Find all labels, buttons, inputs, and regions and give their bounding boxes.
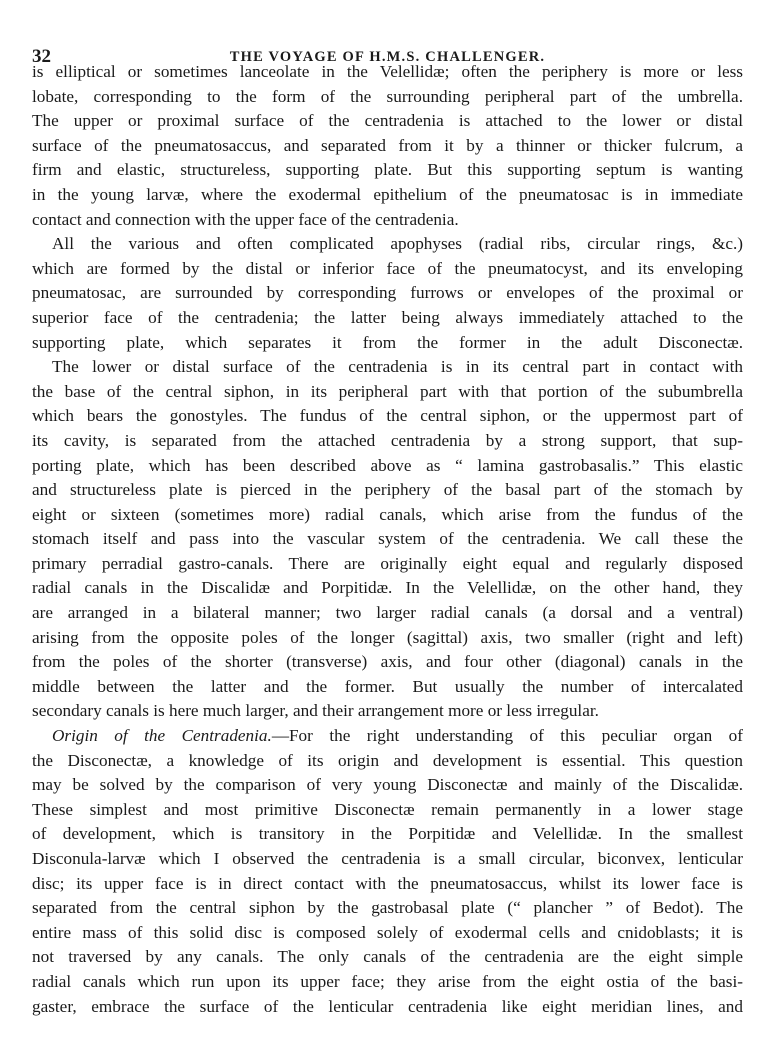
line-text: lobate, corresponding to the form of the surrounding peripheral part of the umbrella.: [32, 86, 743, 106]
line-text: the base of the central siphon, in its peripheral part with that portion of the subumbrella: [32, 381, 743, 401]
text-line: [32, 552, 743, 577]
line-text: is elliptical or sometimes lanceolate in the Velellidæ; often the periphery is more or less: [32, 62, 743, 81]
line-text: which bears the gonostyles. The fundus of the central siphon, or the uppermost part of: [32, 406, 743, 426]
text-line: [32, 872, 743, 897]
text-line: [32, 454, 743, 479]
text-line: [32, 527, 743, 552]
text-line: [32, 183, 743, 208]
text-line: [32, 896, 743, 921]
text-line: [32, 773, 743, 798]
text-line: [32, 331, 743, 356]
line-text: eight or sixteen (sometimes more) radial canals, which arise from the fundus of the: [32, 504, 743, 524]
text-line: [32, 699, 743, 724]
text-line: [32, 921, 743, 946]
line-text: separated from the central siphon by the gastrobasal plate (“ plancher ” of Bedot). The: [32, 898, 743, 918]
line-text: which are formed by the distal or inferior face of the pneumatocyst, and its enveloping: [32, 258, 743, 278]
text-line: [32, 478, 743, 503]
line-text: radial canals which run upon its upper face; they arise from the eight ostia of the basi-: [32, 971, 743, 991]
text-line: [32, 85, 743, 110]
text-line: [32, 822, 743, 847]
text-line: [32, 380, 743, 405]
text-line: [32, 355, 743, 380]
text-line: [32, 650, 743, 675]
text-line: [32, 281, 743, 306]
text-line: [32, 970, 743, 995]
line-text: contact and connection with the upper face of the centradenia.: [32, 209, 459, 229]
page-body: [32, 60, 743, 1019]
page-number: 32: [32, 46, 51, 67]
line-text: not traversed by any canals. The only canals of the centradenia are the eight simple: [32, 947, 743, 967]
text-line: [32, 798, 743, 823]
line-text: These simplest and most primitive Disconectæ remain permanently in a lower stage: [32, 799, 743, 819]
paragraph: [32, 355, 743, 724]
line-text: secondary canals is here much larger, and their arrangement more or less irregular.: [32, 701, 599, 721]
line-text: its cavity, is separated from the attached centradenia by a strong support, that sup-: [32, 430, 743, 450]
run-in-heading: Origin of the Centradenia.: [52, 726, 272, 746]
line-text: primary perradial gastro-canals. There are originally eight equal and regularly disposed: [32, 553, 743, 573]
text-line: [32, 306, 743, 331]
text-line: [32, 847, 743, 872]
text-line: [32, 749, 743, 774]
text-line: [32, 109, 743, 134]
line-text: supporting plate, which separates it from the former in the adult Disconectæ.: [32, 332, 743, 352]
paragraph: [32, 60, 743, 232]
line-text: arising from the opposite poles of the longer (sagittal) axis, two smaller (right and left): [32, 627, 743, 647]
text-line: [32, 208, 743, 233]
line-text: —For the right understanding of this peculiar organ of: [271, 726, 743, 746]
line-text: superior face of the centradenia; the latter being always immediately attached to the: [32, 307, 743, 327]
line-text: The lower or distal surface of the centradenia is in its central part in contact with: [52, 357, 743, 377]
text-line: [32, 601, 743, 626]
line-text: in the young larvæ, where the exodermal epithelium of the pneumatosac is in immediate: [32, 184, 743, 204]
text-line: [32, 995, 743, 1020]
line-text: the Disconectæ, a knowledge of its origin and development is essential. This question: [32, 750, 743, 770]
line-text: stomach itself and pass into the vascular system of the centradenia. We call these the: [32, 529, 743, 549]
line-text: pneumatosac, are surrounded by corresponding furrows or envelopes of the proximal or: [32, 283, 743, 303]
line-text: disc; its upper face is in direct contact with the pneumatosaccus, whilst its lower face is: [32, 873, 743, 893]
line-text: are arranged in a bilateral manner; two larger radial canals (a dorsal and a ventral): [32, 603, 743, 623]
line-text: may be solved by the comparison of very young Disconectæ and mainly of the Discalidæ.: [32, 775, 743, 795]
text-line: [32, 503, 743, 528]
line-text: surface of the pneumatosaccus, and separated from it by a thinner or thicker fulcrum, a: [32, 135, 743, 155]
text-line: [32, 945, 743, 970]
paragraph: [32, 232, 743, 355]
line-text: gaster, embrace the surface of the lenticular centradenia like eight meridian lines, and: [32, 996, 743, 1016]
line-text: of development, which is transitory in the Porpitidæ and Velellidæ. In the smallest: [32, 824, 743, 844]
text-line: [32, 134, 743, 159]
line-text: and structureless plate is pierced in the periphery of the basal part of the stomach by: [32, 480, 743, 500]
line-text: Disconula-larvæ which I observed the centradenia is a small circular, biconvex, lenticular: [32, 849, 743, 868]
text-line: [32, 429, 743, 454]
text-line: [32, 60, 743, 85]
paragraph: [32, 724, 743, 1019]
running-title: THE VOYAGE OF H.M.S. CHALLENGER.: [229, 49, 546, 65]
line-text: entire mass of this solid disc is composed solely of exodermal cells and cnidoblasts; it is: [32, 922, 743, 942]
text-line: [32, 626, 743, 651]
text-line: [32, 257, 743, 282]
text-line: [32, 724, 743, 749]
text-line: [32, 404, 743, 429]
text-line: [32, 675, 743, 700]
text-line: [32, 232, 743, 257]
line-text: middle between the latter and the former. But usually the number of intercalated: [32, 676, 743, 696]
line-text: firm and elastic, structureless, supporting plate. But this supporting septum is wanting: [32, 160, 743, 180]
text-line: [32, 576, 743, 601]
line-text: All the various and often complicated apophyses (radial ribs, circular rings, &c.): [52, 234, 743, 254]
line-text: radial canals in the Discalidæ and Porpitidæ. In the Velellidæ, on the other hand, they: [32, 578, 743, 598]
line-text: porting plate, which has been described above as “ lamina gastrobasalis.” This elastic: [32, 455, 743, 475]
text-line: [32, 158, 743, 183]
line-text: The upper or proximal surface of the centradenia is attached to the lower or distal: [32, 111, 743, 131]
line-text: from the poles of the shorter (transverse) axis, and four other (diagonal) canals in the: [32, 652, 743, 672]
